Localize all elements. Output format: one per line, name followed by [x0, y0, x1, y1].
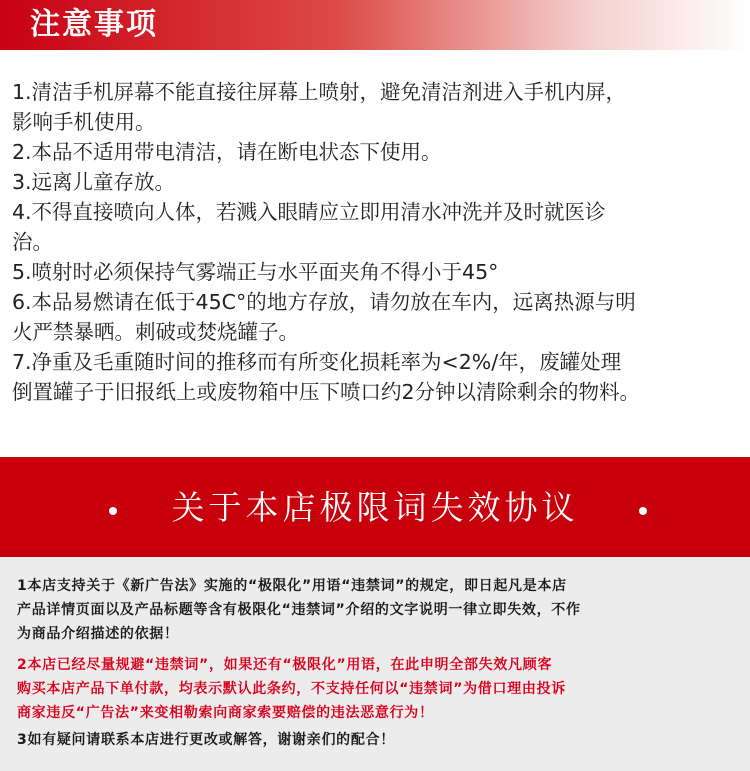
agreement-line: 2本店已经尽量规避“违禁词”，如果还有“极限化”用语，在此申明全部失效凡顾客 — [17, 657, 553, 673]
page-title: 注意事项 — [30, 7, 158, 42]
agreement-line: 产品详情页面以及产品标题等含有极限化“违禁词”介绍的文字说明一律立即失效，不作 — [17, 602, 581, 618]
agreement-banner — [0, 457, 750, 557]
agreement-section — [0, 557, 750, 771]
agreement-line: 1本店支持关于《新广告法》实施的“极限化”用语“违禁词”的规定，即日起凡是本店 — [17, 578, 567, 594]
note-line: 治。 — [12, 230, 53, 254]
note-line: 7.净重及毛重随时间的推移而有所变化损耗率为<2%/年，废罐处理 — [12, 350, 622, 374]
note-line: 5.喷射时必须保持气雾端正与水平面夹角不得小于45° — [12, 260, 499, 284]
notes-section — [12, 77, 748, 407]
bullet-dot-icon — [639, 507, 647, 515]
note-line: 3.远离儿童存放。 — [12, 170, 176, 194]
note-line: 火严禁暴晒。刺破或焚烧罐子。 — [12, 320, 299, 344]
agreement-line: 购买本店产品下单付款，均表示默认此条约，不支持任何以“违禁词”为借口理由投诉 — [17, 681, 566, 697]
note-line: 2.本品不适用带电清洁，请在断电状态下使用。 — [12, 140, 442, 164]
note-line: 6.本品易燃请在低于45C°的地方存放，请勿放在车内，远离热源与明 — [12, 290, 636, 314]
agreement-line: 商家违反“广告法”来变相勒索向商家索要赔偿的违法恶意行为！ — [17, 705, 434, 721]
note-line: 4.不得直接喷向人体，若溅入眼睛应立即用清水冲洗并及时就医诊 — [12, 200, 606, 224]
header-bar — [0, 0, 750, 50]
banner-title: 关于本店极限词失效协议 — [171, 488, 579, 527]
note-line: 倒置罐子于旧报纸上或废物箱中压下喷口约2分钟以清除剩余的物料。 — [12, 380, 641, 404]
agreement-line: 为商品介绍描述的依据！ — [17, 626, 179, 642]
agreement-line: 3如有疑问请联系本店进行更改或解答，谢谢亲们的配合！ — [17, 732, 395, 748]
note-line: 1.清洁手机屏幕不能直接往屏幕上喷射，避免清洁剂进入手机内屏， — [12, 80, 627, 104]
note-line: 影响手机使用。 — [12, 110, 156, 134]
